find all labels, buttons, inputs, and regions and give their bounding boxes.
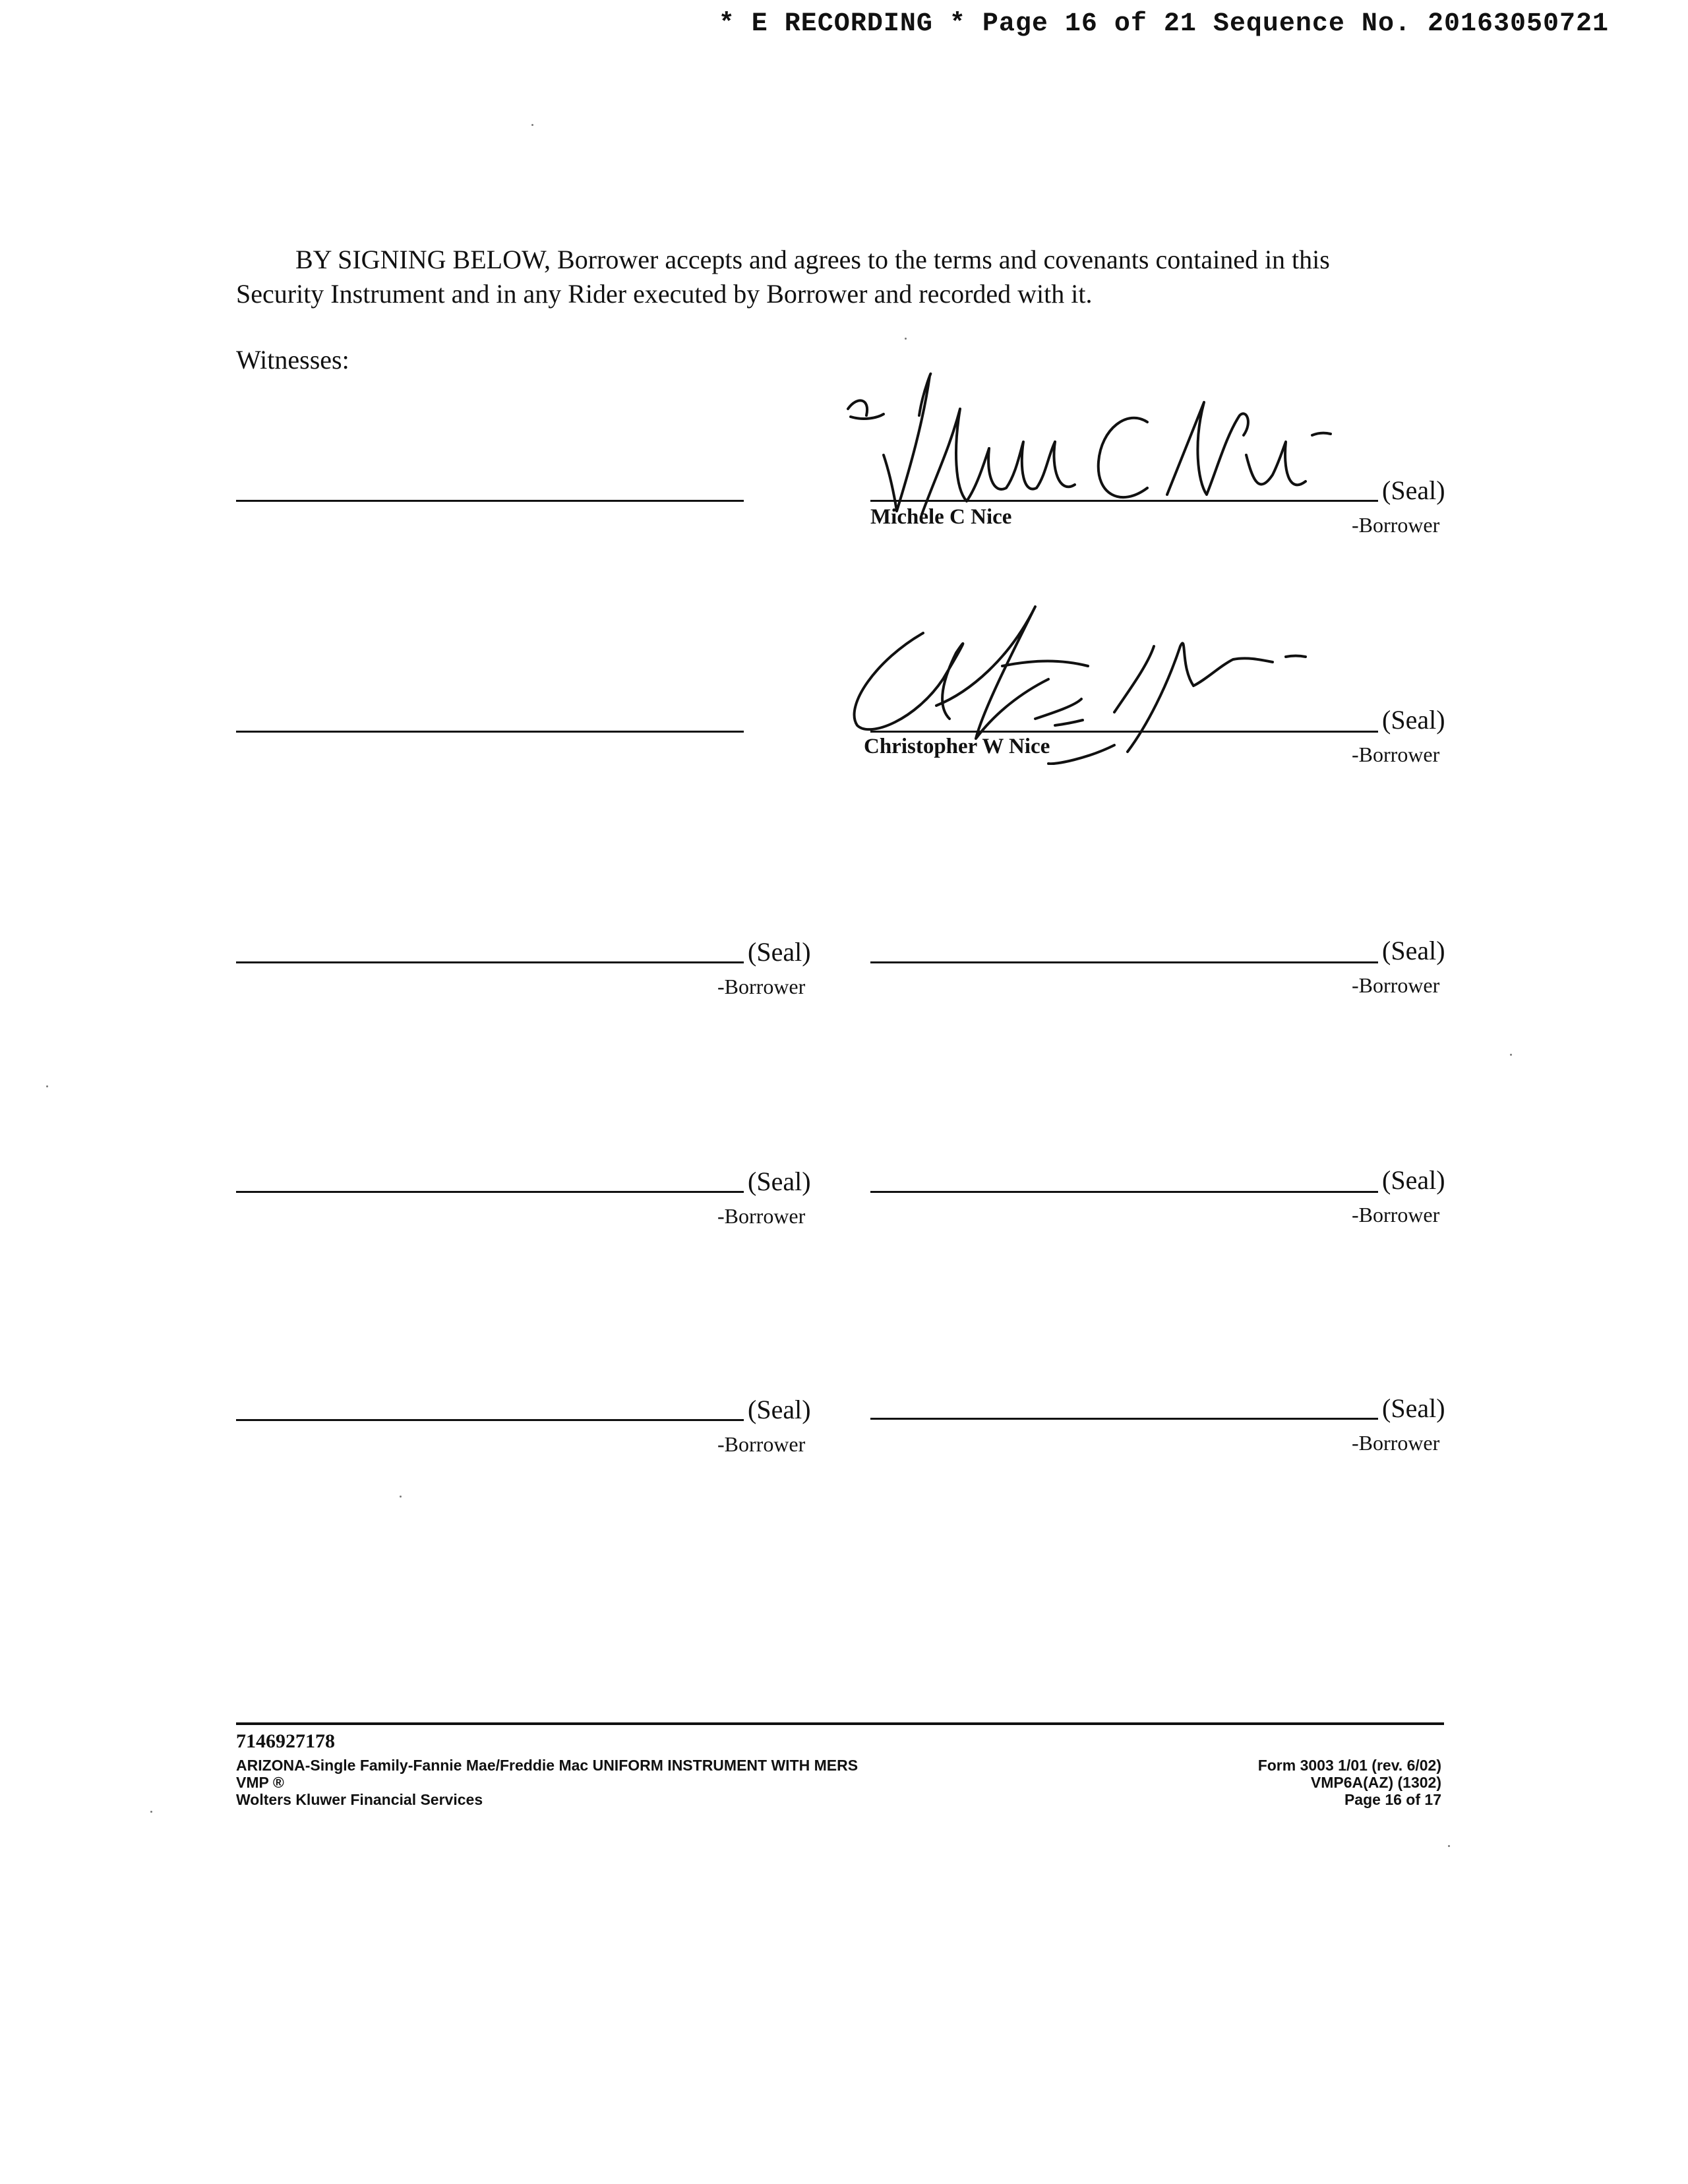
borrower-signature-line-5 xyxy=(236,1191,744,1193)
borrower-label: -Borrower xyxy=(1352,513,1440,537)
witness-signature-line-2 xyxy=(236,731,744,733)
scan-speck xyxy=(531,124,533,126)
signing-statement xyxy=(236,243,1443,311)
borrower-signature-line-4 xyxy=(870,961,1378,963)
footer-right xyxy=(1121,1757,1441,1808)
borrower-label: -Borrower xyxy=(1352,1203,1440,1227)
publisher: Wolters Kluwer Financial Services xyxy=(236,1791,483,1808)
vmp-mark: VMP ® xyxy=(236,1774,284,1791)
scan-speck xyxy=(1448,1845,1450,1847)
seal-label: (Seal) xyxy=(748,1395,811,1424)
borrower-label: -Borrower xyxy=(717,1432,806,1456)
form-number: Form 3003 1/01 (rev. 6/02) xyxy=(1257,1757,1441,1774)
seal-label: (Seal) xyxy=(1382,1165,1445,1195)
borrower-label: -Borrower xyxy=(1352,743,1440,766)
signature-christopher-w-nice xyxy=(837,593,1352,765)
borrower-signature-line-3 xyxy=(236,961,744,963)
scan-speck xyxy=(905,338,907,340)
scan-speck xyxy=(1510,1054,1512,1056)
seal-label: (Seal) xyxy=(1382,475,1445,505)
recording-header: * E RECORDING * Page 16 of 21 Sequence No. 20163050721 xyxy=(718,9,1609,39)
seal-label: (Seal) xyxy=(748,1167,811,1196)
seal-label: (Seal) xyxy=(1382,936,1445,965)
signer-name-1: Michele C Nice xyxy=(870,505,1012,529)
witnesses-label: Witnesses: xyxy=(236,345,349,375)
seal-label: (Seal) xyxy=(1382,1393,1445,1423)
form-title: ARIZONA-Single Family-Fannie Mae/Freddie Mac UNIFORM INSTRUMENT WITH MERS xyxy=(236,1757,859,1774)
signing-statement-line-2: Security Instrument and in any Rider executed by Borrower and recorded with it. xyxy=(236,279,1093,309)
page-number: Page 16 of 17 xyxy=(1344,1791,1441,1808)
footer-left xyxy=(236,1757,858,1808)
borrower-label: -Borrower xyxy=(1352,1431,1440,1455)
borrower-signature-line-7 xyxy=(236,1419,744,1421)
signing-statement-line-1: BY SIGNING BELOW, Borrower accepts and agrees to the terms and covenants contained in this xyxy=(295,245,1330,274)
scan-speck xyxy=(46,1085,48,1087)
form-code: VMP6A(AZ) (1302) xyxy=(1310,1774,1441,1791)
footer-divider xyxy=(236,1722,1444,1725)
signer-name-2: Christopher W Nice xyxy=(864,735,1050,758)
scan-speck xyxy=(150,1811,152,1813)
loan-number: 7146927178 xyxy=(236,1730,335,1752)
signature-michele-c-nice xyxy=(837,369,1365,541)
scan-speck xyxy=(400,1496,402,1498)
borrower-label: -Borrower xyxy=(717,975,806,998)
borrower-signature-line-8 xyxy=(870,1418,1378,1420)
borrower-label: -Borrower xyxy=(717,1204,806,1228)
borrower-label: -Borrower xyxy=(1352,973,1440,997)
borrower-signature-line-6 xyxy=(870,1191,1378,1193)
seal-label: (Seal) xyxy=(748,937,811,967)
witness-signature-line-1 xyxy=(236,500,744,502)
seal-label: (Seal) xyxy=(1382,705,1445,735)
